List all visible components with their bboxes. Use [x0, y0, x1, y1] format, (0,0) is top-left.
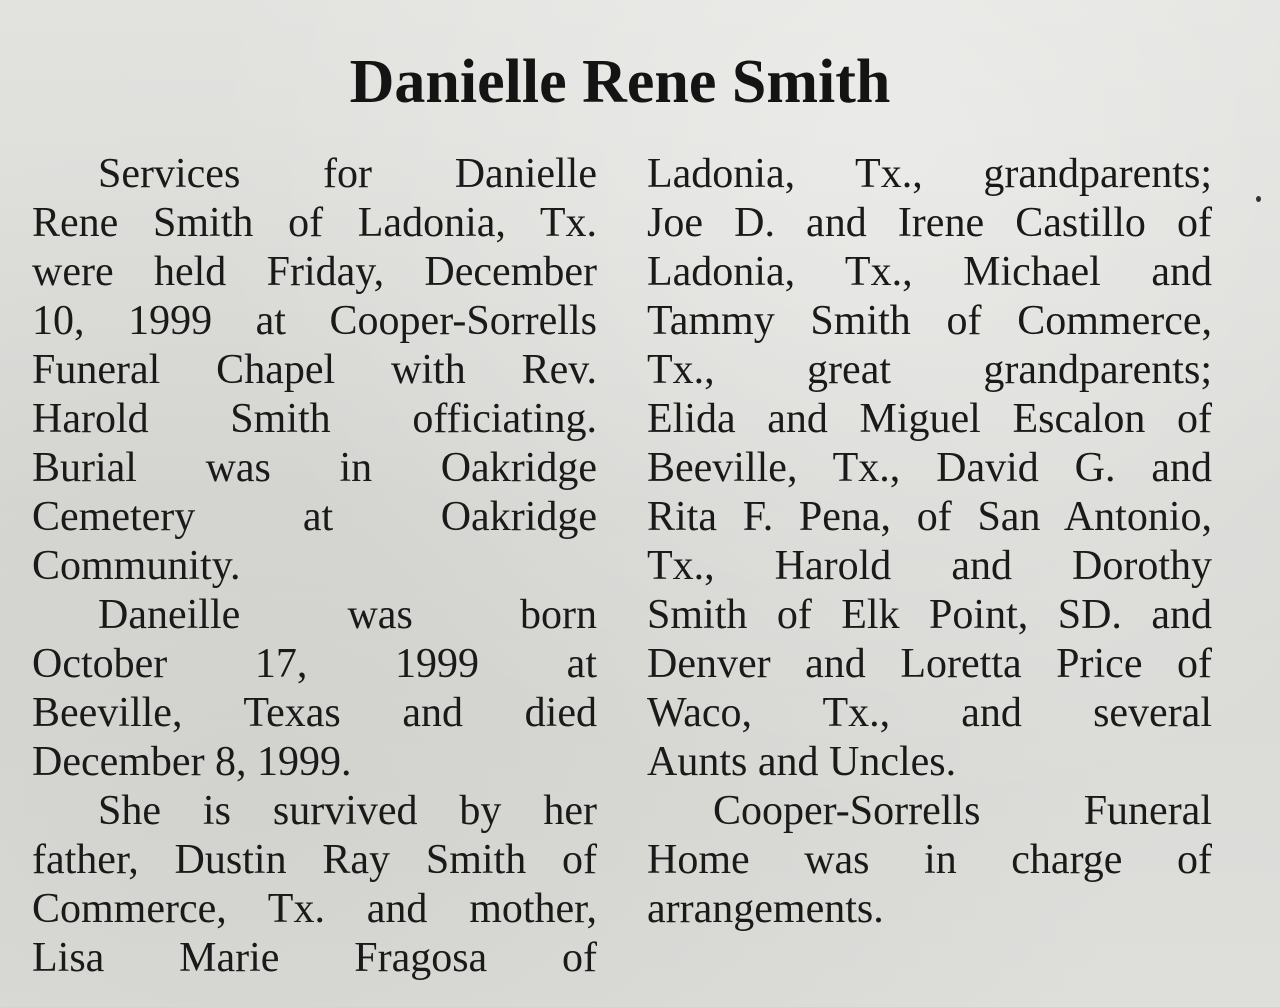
text-line: Beeville, Tx., David G. and — [647, 445, 1212, 491]
text-line: December 8, 1999. — [32, 739, 352, 785]
text-line: Rita F. Pena, of San Antonio, — [647, 494, 1212, 540]
text-line: Burial was in Oakridge — [32, 445, 597, 491]
text-line: Services for Danielle — [98, 151, 597, 197]
text-line: Cemetery at Oakridge — [32, 494, 597, 540]
text-line: Joe D. and Irene Castillo of — [647, 200, 1212, 246]
text-line: Tammy Smith of Commerce, — [647, 298, 1212, 344]
text-line: Funeral Chapel with Rev. — [32, 347, 597, 393]
text-line: Community. — [32, 543, 241, 589]
text-line: 10, 1999 at Cooper-Sorrells — [32, 298, 597, 344]
text-line: Tx., Harold and Dorothy — [647, 543, 1212, 589]
left-column — [32, 150, 597, 983]
text-line: Harold Smith officiating. — [32, 396, 597, 442]
text-line: Daneille was born — [98, 592, 597, 638]
text-line: Beeville, Texas and died — [32, 690, 597, 736]
text-line: October 17, 1999 at — [32, 641, 597, 687]
text-line: Rene Smith of Ladonia, Tx. — [32, 200, 597, 246]
right-column — [647, 150, 1212, 934]
text-line: arrangements. — [647, 886, 884, 932]
text-line: She is survived by her — [98, 788, 597, 834]
text-line: father, Dustin Ray Smith of — [32, 837, 597, 883]
text-line: Elida and Miguel Escalon of — [647, 396, 1212, 442]
text-line: Commerce, Tx. and mother, — [32, 886, 597, 932]
text-line: Tx., great grandparents; — [647, 347, 1212, 393]
text-line: Smith of Elk Point, SD. and — [647, 592, 1212, 638]
text-line: Cooper-Sorrells Funeral — [713, 788, 1212, 834]
text-line: were held Friday, December — [32, 249, 597, 295]
text-line: Waco, Tx., and several — [647, 690, 1212, 736]
text-line: Ladonia, Tx., Michael and — [647, 249, 1212, 295]
print-speck — [1256, 196, 1261, 202]
text-line: Lisa Marie Fragosa of — [32, 935, 597, 981]
obituary-title: Danielle Rene Smith — [349, 48, 891, 116]
text-line: Home was in charge of — [647, 837, 1212, 883]
text-line: Aunts and Uncles. — [647, 739, 957, 785]
text-line: Denver and Loretta Price of — [647, 641, 1212, 687]
text-line: Ladonia, Tx., grandparents; — [647, 151, 1212, 197]
